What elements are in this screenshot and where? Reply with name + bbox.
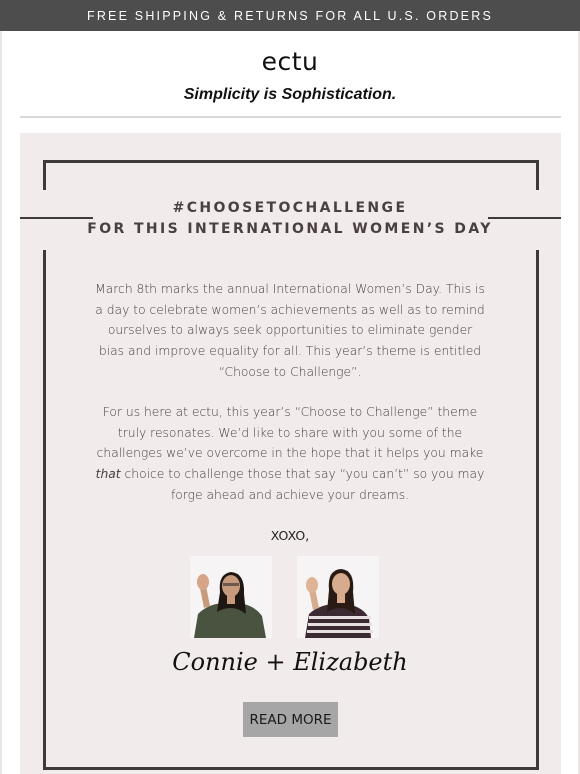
article-paragraph-2 <box>95 402 485 506</box>
heading-line-left <box>20 217 93 219</box>
paragraph-2-emphasis: that <box>95 467 121 482</box>
founder-photo-elizabeth-image <box>297 556 379 638</box>
signoff-text: XOXO, <box>270 528 310 543</box>
paragraph-2-end: choice to challenge those that say “you can’t” so you may forge ahead and achieve your dreams. <box>120 467 485 502</box>
frame-gap-right <box>536 190 550 250</box>
paragraph-2-start: For us here at ectu, this year’s “Choose to Challenge” theme truly resonates. We’d like to share with you some of the challenges we’ve overcome in the hope that it helps you make <box>96 405 484 461</box>
read-more-button[interactable]: READ MORE <box>243 702 338 737</box>
founder-photo-connie <box>190 556 272 638</box>
founder-photo-connie-image <box>190 556 272 638</box>
article-heading-line1: #CHOOSETOCHALLENGE <box>172 200 408 216</box>
heading-line-right <box>488 217 561 219</box>
ectu-logo[interactable]: ectu <box>261 47 319 76</box>
shipping-banner-text: FREE SHIPPING & RETURNS FOR ALL U.S. ORDERS <box>86 8 493 23</box>
founders-signature: Connie + Elizabeth <box>172 648 408 676</box>
header-divider <box>20 116 561 118</box>
shipping-banner <box>0 0 580 31</box>
brand-tagline: Simplicity is Sophistication. <box>183 86 397 103</box>
article-paragraph-1: March 8th marks the annual International Women’s Day. This is a day to celebrate women’s achievements as well as to remind ourselves to always seek opportunities to eliminate gender bias and improve equality for all. This year’s theme is entitled “Choose to Challenge”. <box>95 282 485 379</box>
founder-photo-elizabeth <box>297 556 379 638</box>
frame-gap-left <box>41 190 55 250</box>
article-heading-line2: FOR THIS INTERNATIONAL WOMEN’S DAY <box>87 221 493 237</box>
